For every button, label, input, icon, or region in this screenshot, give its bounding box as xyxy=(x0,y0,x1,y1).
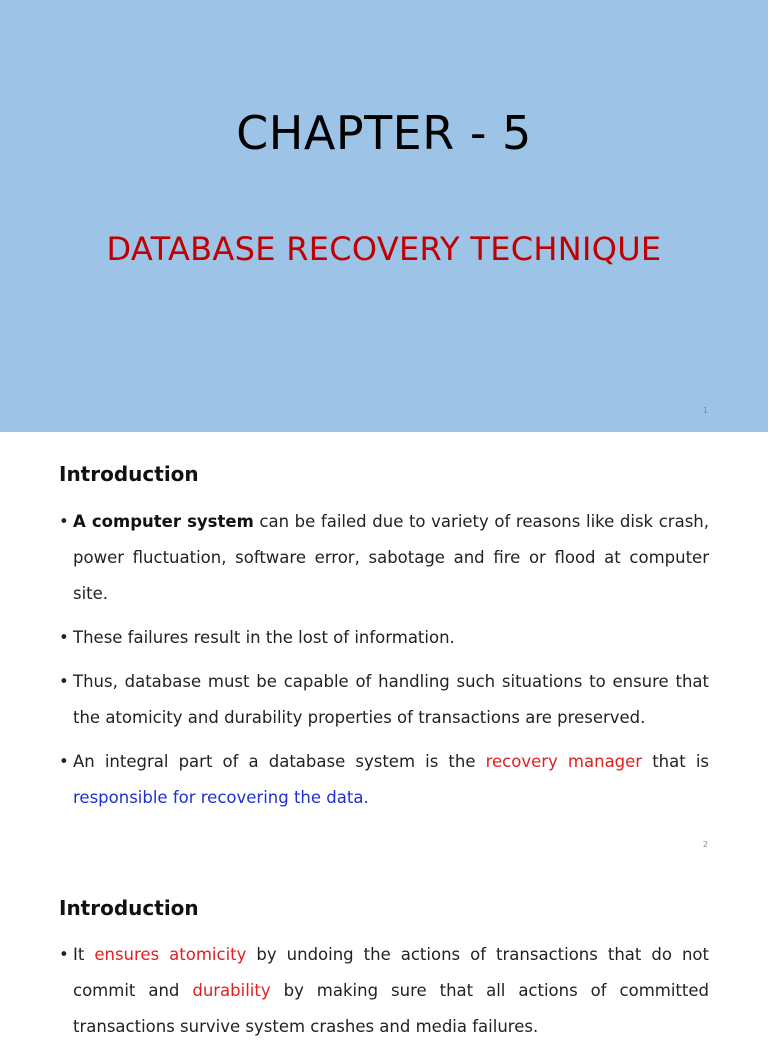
bullet-list xyxy=(59,937,709,1053)
bullet-text: Thus, database must be capable of handling such situations to ensure that the atomicity and durability properties of transactions are preserved. xyxy=(73,672,709,727)
bullet-item xyxy=(59,744,709,816)
slide-heading: Introduction xyxy=(59,896,199,920)
bullet-text: It xyxy=(73,945,95,964)
bullet-dot-icon: • xyxy=(59,628,69,647)
bold-term: A computer system xyxy=(73,512,254,531)
bullet-item xyxy=(59,937,709,1045)
highlight-responsible: responsible for recovering the data. xyxy=(73,788,369,807)
introduction-slide xyxy=(0,432,768,864)
highlight-recovery-manager: recovery manager xyxy=(485,752,643,771)
title-slide xyxy=(0,0,768,432)
highlight-ensures-atomicity: ensures atomicity xyxy=(94,945,247,964)
slide-number: 2 xyxy=(702,840,708,849)
bullet-item xyxy=(59,504,709,612)
bullet-text: These failures result in the lost of information. xyxy=(73,628,455,647)
bullet-dot-icon: • xyxy=(59,945,69,964)
bullet-dot-icon: • xyxy=(59,672,69,691)
bullet-item xyxy=(59,664,709,736)
chapter-title: CHAPTER - 5 xyxy=(236,106,532,160)
bullet-dot-icon: • xyxy=(59,512,69,531)
bullet-text: that is xyxy=(642,752,709,771)
slide-number: 1 xyxy=(702,406,708,415)
slide-heading: Introduction xyxy=(59,462,199,486)
bullet-text: An integral part of a database system is the xyxy=(73,752,486,771)
bullet-dot-icon: • xyxy=(59,752,69,771)
bullet-list xyxy=(59,504,709,824)
chapter-subtitle: DATABASE RECOVERY TECHNIQUE xyxy=(106,230,662,268)
bullet-text: by undoing the actions of transactions that do not commit and xyxy=(73,945,709,1000)
highlight-durability: durability xyxy=(192,981,271,1000)
introduction-slide-continued xyxy=(0,864,768,1036)
bullet-text: can be failed due to variety of reasons like disk crash, power fluctuation, software error, sabotage and fire or flood at computer site. xyxy=(73,512,710,603)
bullet-text: by making sure that all actions of committed transactions survive system crashes and media failures. xyxy=(73,981,709,1036)
bullet-item xyxy=(59,620,709,656)
